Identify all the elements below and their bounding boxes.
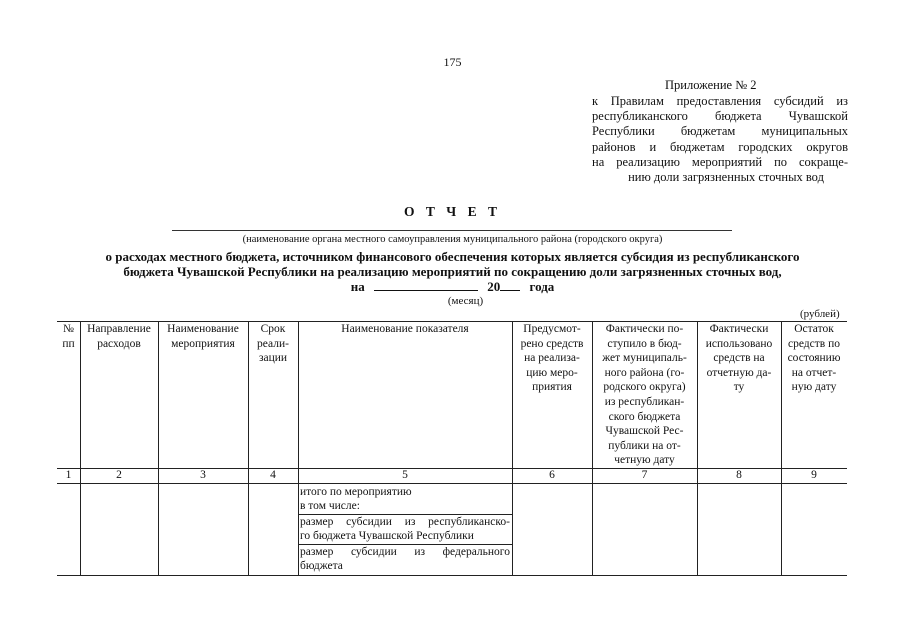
column-header: Фактически использовано средств на отчетную да- ту xyxy=(705,323,773,394)
column-number: 4 xyxy=(270,469,276,481)
column-divider xyxy=(158,321,159,575)
appendix-line: Республики бюджетам муниципальных xyxy=(592,124,848,139)
appendix-line: к Правилам предоставления субсидий из xyxy=(592,94,848,108)
org-name-blank-line xyxy=(172,230,732,231)
report-period-line xyxy=(0,279,905,295)
column-header: Фактически по- ступило в бюд- жет муниципаль- ного района (го- родского округа) из республикан- ского бюджета Чувашской Рес- публики на от- четную дату xyxy=(602,323,687,467)
period-year: 20 xyxy=(487,279,501,294)
column-header: Наименование мероприятия xyxy=(167,323,239,350)
table-bottom-border xyxy=(57,575,847,576)
column-divider xyxy=(80,321,81,575)
appendix-line: нию доли загрязненных сточных вод xyxy=(628,170,824,185)
column-divider xyxy=(298,321,299,575)
appendix-line: районов и бюджетам городских округов xyxy=(592,139,848,154)
month-blank xyxy=(374,279,478,291)
table-row-indicator: итого по мероприятию в том числе: xyxy=(300,486,412,512)
period-prefix: на xyxy=(350,279,365,294)
column-number: 1 xyxy=(65,469,72,481)
appendix-text xyxy=(592,94,848,185)
month-caption: (месяц) xyxy=(447,295,484,307)
table-row-indicator xyxy=(300,546,510,573)
column-number: 2 xyxy=(116,469,122,481)
indicator-line: го бюджета Чувашской Республики xyxy=(300,529,474,542)
appendix-title: Приложение № 2 xyxy=(665,78,757,92)
column-number: 8 xyxy=(736,469,742,481)
row-divider xyxy=(298,514,512,515)
report-subject-line-2: бюджета Чувашской Республики на реализацию мероприятий по сокращению доли загрязненных сточных вод, xyxy=(123,264,782,279)
table-row-indicator xyxy=(300,516,510,543)
indicator-line: размер субсидии из республиканско- xyxy=(300,516,510,528)
row-divider xyxy=(298,544,512,545)
indicator-line: размер субсидии из федерального xyxy=(300,546,510,558)
column-header: Наименование показателя xyxy=(341,323,469,335)
report-title: О Т Ч Е Т xyxy=(404,204,501,219)
appendix-line: на реализацию мероприятий по сокраще- xyxy=(592,154,848,169)
unit-note: (рублей) xyxy=(800,308,840,320)
indicator-line: бюджета xyxy=(300,559,343,572)
column-number: 3 xyxy=(200,469,206,481)
page-number: 175 xyxy=(443,55,462,69)
appendix-line: республиканского бюджета Чувашской xyxy=(592,109,848,124)
column-header: Предусмот- рено средств на реализа- цию меро- приятия xyxy=(520,323,584,394)
column-header: Направление расходов xyxy=(87,323,151,350)
column-header: Остаток средств по состоянию на отчет- ную дату xyxy=(787,323,841,394)
year-blank xyxy=(500,279,520,291)
column-header: № пп xyxy=(62,323,75,350)
column-header: Срок реали- зации xyxy=(257,323,289,365)
column-number: 5 xyxy=(402,469,408,481)
column-number: 9 xyxy=(811,469,817,481)
column-number: 6 xyxy=(549,469,555,481)
period-suffix: года xyxy=(529,279,555,294)
report-subject-line-1: о расходах местного бюджета, источником финансового обеспечения которых является субсидия из республиканского xyxy=(105,249,800,264)
table-number-row-border xyxy=(57,483,847,484)
column-number: 7 xyxy=(641,469,648,481)
org-name-caption: (наименование органа местного самоуправления муниципального района (городского округа) xyxy=(242,234,663,245)
